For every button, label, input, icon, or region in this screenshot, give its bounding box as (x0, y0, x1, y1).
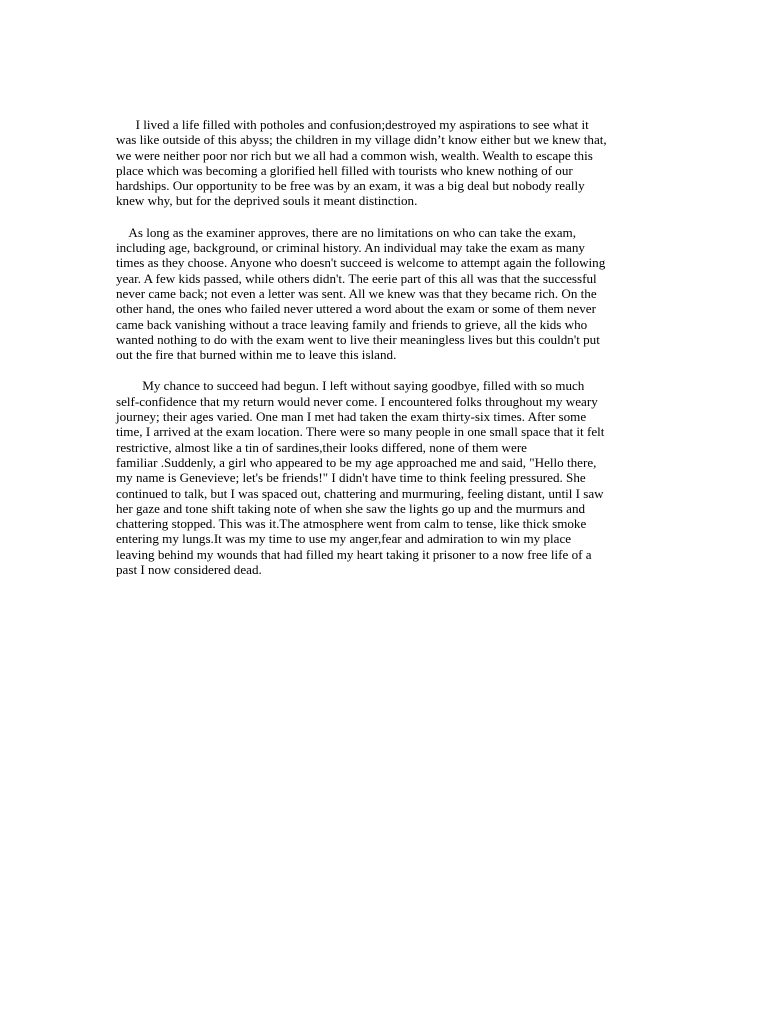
text-line: place which was becoming a glorified hell filled with tourists who knew nothing of our (116, 162, 573, 178)
paragraph-3 (116, 378, 652, 577)
text-line: My chance to succeed had begun. I left without saying goodbye, filled with so much (116, 378, 585, 394)
text-line: I lived a life filled with potholes and confusion;destroyed my aspirations to see what it (116, 117, 589, 132)
text-line: time, I arrived at the exam location. There were so many people in one small space that it felt (116, 424, 605, 440)
text-line: wanted nothing to do with the exam went to live their meaningless lives but this couldn't put (116, 331, 600, 347)
text-line: hardships. Our opportunity to be free was by an exam, it was a big deal but nobody really (116, 178, 585, 194)
text-line: other hand, the ones who failed never uttered a word about the exam or some of them never (116, 301, 596, 317)
text-line: year. A few kids passed, while others didn't. The eerie part of this all was that the successful (116, 270, 597, 286)
text-line: knew why, but for the deprived souls it meant distinction. (116, 193, 418, 209)
text-line: my name is Genevieve; let's be friends!" I didn't have time to think feeling pressured. She (116, 470, 586, 486)
text-line: came back vanishing without a trace leaving family and friends to grieve, all the kids who (116, 316, 588, 332)
document-page (116, 117, 652, 593)
text-line: continued to talk, but I was spaced out, chattering and murmuring, feeling distant, until I saw (116, 485, 604, 501)
paragraph-2 (116, 225, 652, 363)
text-line: journey; their ages varied. One man I met had taken the exam thirty-six times. After some (116, 409, 587, 425)
text-line: including age, background, or criminal history. An individual may take the exam as many (116, 240, 585, 256)
text-line: entering my lungs.It was my time to use my anger,fear and admiration to win my place (116, 531, 572, 547)
text-line: her gaze and tone shift taking note of when she saw the lights go up and the murmurs and (116, 500, 586, 516)
text-line: self-confidence that my return would never come. I encountered folks throughout my weary (116, 393, 598, 409)
text-line: never came back; not even a letter was sent. All we knew was that they became rich. On the (116, 285, 597, 301)
text-line: we were neither poor nor rich but we all had a common wish, wealth. Wealth to escape this (116, 147, 593, 163)
paragraph-1 (116, 117, 652, 209)
text-line: As long as the examiner approves, there are no limitations on who can take the exam, (116, 224, 576, 240)
text-line: was like outside of this abyss; the children in my village didn’t know either but we knew that, (116, 132, 607, 148)
text-line: leaving behind my wounds that had filled my heart taking it prisoner to a now free life of a (116, 546, 592, 562)
text-line: familiar .Suddenly, a girl who appeared to be my age approached me and said, "Hello there, (116, 454, 597, 470)
text-line: past I now considered dead. (116, 562, 262, 578)
text-line: chattering stopped. This was it.The atmosphere went from calm to tense, like thick smoke (116, 516, 587, 532)
text-line: restrictive, almost like a tin of sardines,their looks differed, none of them were (116, 439, 527, 455)
text-line: out the fire that burned within me to leave this island. (116, 347, 397, 363)
text-line: times as they choose. Anyone who doesn't succeed is welcome to attempt again the following (116, 255, 606, 271)
